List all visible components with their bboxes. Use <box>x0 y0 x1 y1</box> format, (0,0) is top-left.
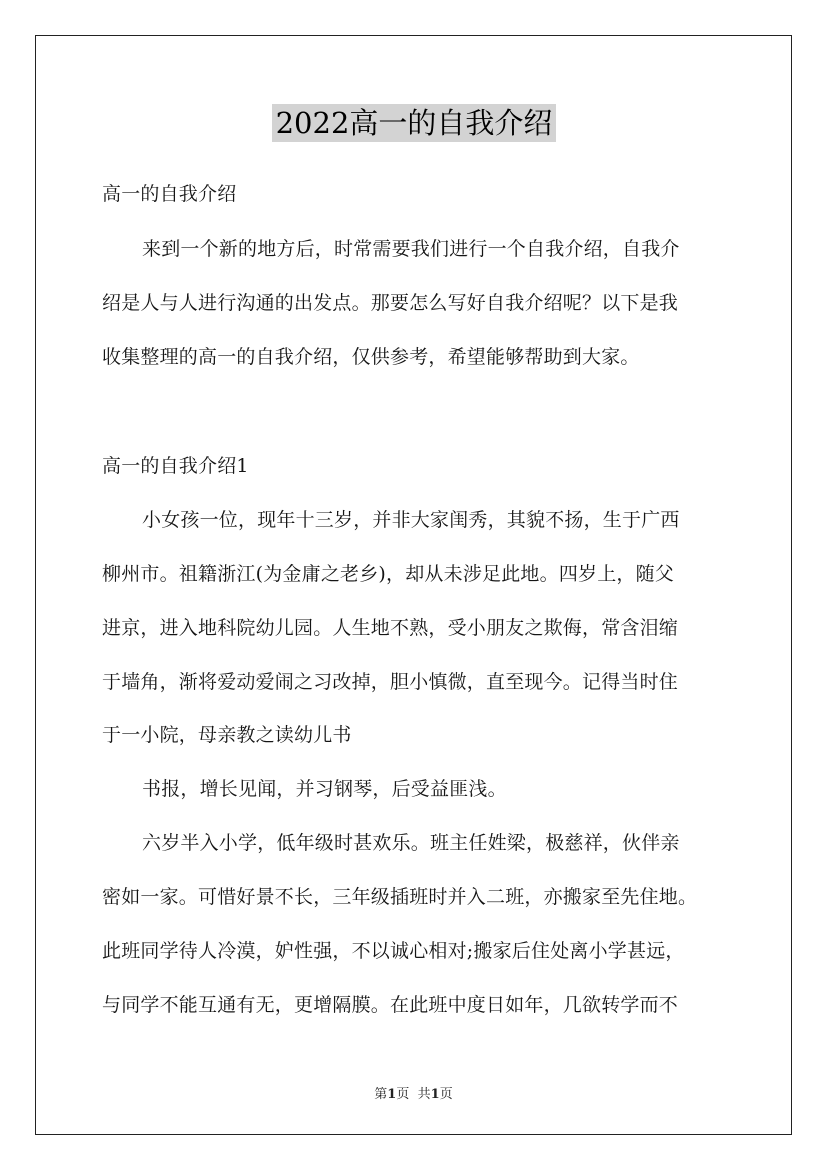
intro-line-3: 收集整理的高一的自我介绍，仅供参考，希望能够帮助到大家。 <box>102 346 640 368</box>
body-line-8: 密如一家。可惜好景不长，三年级插班时并入二班，亦搬家至先住地。 <box>102 886 698 908</box>
intro-line-1: 来到一个新的地方后，时常需要我们进行一个自我介绍，自我介 <box>142 238 680 260</box>
body-line-1: 小女孩一位，现年十三岁，并非大家闺秀，其貌不扬，生于广西 <box>142 509 680 531</box>
intro-line-2: 绍是人与人进行沟通的出发点。那要怎么写好自我介绍呢？以下是我 <box>102 292 679 314</box>
body-line-4: 于墙角，渐将爱动爱闹之习改掉，胆小慎微，直至现今。记得当时住 <box>102 671 679 693</box>
body-line-10: 与同学不能互通有无，更增隔膜。在此班中度日如年，几欲转学而不 <box>102 994 679 1016</box>
section-heading-1: 高一的自我介绍1 <box>102 455 249 477</box>
body-line-2: 柳州市。祖籍浙江(为金庸之老乡)，却从未涉足此地。四岁上，随父 <box>102 563 675 585</box>
body-line-6: 书报，增长见闻，并习钢琴，后受益匪浅。 <box>142 778 507 800</box>
document-title: 2022高一的自我介绍 <box>272 104 556 142</box>
total-pages: 1 <box>430 1087 440 1102</box>
body-line-5: 于一小院，母亲教之读幼儿书 <box>102 724 352 746</box>
body-line-3: 进京，进入地科院幼儿园。人生地不熟，受小朋友之欺侮，常含泪缩 <box>102 617 679 639</box>
subtitle: 高一的自我介绍 <box>102 183 237 205</box>
body-line-9: 此班同学待人冷漠，妒性强，不以诚心相对;搬家后住处离小学甚远， <box>102 940 685 962</box>
page-prefix: 第 <box>374 1087 388 1102</box>
page-number: 1 <box>387 1087 397 1102</box>
page-suffix: 页 <box>396 1087 410 1102</box>
body-line-7: 六岁半入小学，低年级时甚欢乐。班主任姓梁，极慈祥，伙伴亲 <box>142 832 680 854</box>
total-prefix: 共 <box>417 1087 431 1102</box>
page-footer <box>0 1083 827 1102</box>
total-suffix: 页 <box>439 1087 453 1102</box>
